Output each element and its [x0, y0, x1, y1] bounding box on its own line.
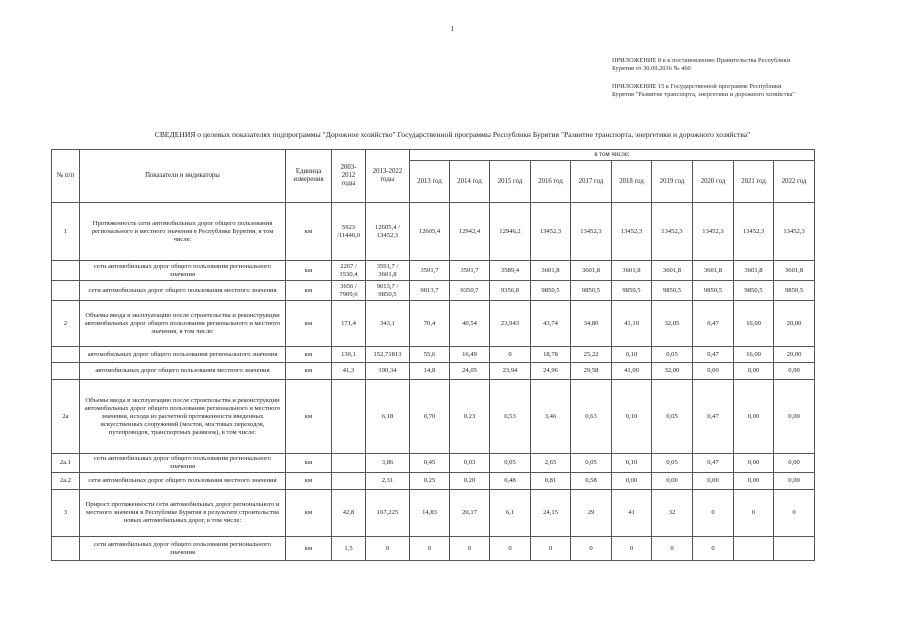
unit-cell: км: [286, 347, 332, 363]
year-value: 3601,8: [531, 261, 571, 281]
year-value: 3591,7: [450, 261, 490, 281]
year-value: 32,00: [652, 363, 693, 380]
header-year: 2020 год: [693, 161, 734, 203]
period-2013-2022-value: 343,1: [366, 301, 410, 347]
table-row: [52, 301, 815, 347]
year-value: 0,00: [693, 363, 734, 380]
table-row: [52, 473, 815, 490]
header-year: 2016 год: [531, 161, 571, 203]
year-value: 6,1: [490, 490, 531, 537]
year-value: 3,46: [531, 380, 571, 454]
unit-cell: км: [286, 261, 332, 281]
year-value: 13452,3: [652, 203, 693, 261]
year-value: 13452,3: [612, 203, 652, 261]
year-value: 0: [490, 347, 531, 363]
table-row: [52, 347, 815, 363]
unit-cell: км: [286, 380, 332, 454]
indicators-table: [51, 149, 815, 561]
indicator-name: сети автомобильных дорог общего пользования регионального значения: [80, 454, 286, 473]
year-value: 41,10: [612, 301, 652, 347]
period-2003-2012-value: [332, 454, 366, 473]
year-value: 0,10: [612, 347, 652, 363]
period-2013-2022-value: 3,86: [366, 454, 410, 473]
row-number: 2: [52, 301, 80, 347]
indicator-name: сети автомобильных дорог общего пользования местного значения: [80, 281, 286, 301]
document-title: СВЕДЕНИЯ о целевых показателях подпрограммы "Дорожное хозяйство" Государственной программы Республики Бурятия "Развитие транспорта, энергетики и дорожного хозяйства": [154, 130, 751, 139]
year-value: 23,943: [490, 301, 531, 347]
row-number: [52, 347, 80, 363]
year-value: 0,63: [571, 380, 612, 454]
period-2013-2022-value: 6,18: [366, 380, 410, 454]
year-value: 13452,3: [531, 203, 571, 261]
year-value: 0,00: [652, 473, 693, 490]
header-year: 2014 год: [450, 161, 490, 203]
year-value: 2,65: [531, 454, 571, 473]
year-value: 0: [652, 537, 693, 561]
year-value: 0,00: [612, 473, 652, 490]
year-value: 12946,2: [490, 203, 531, 261]
year-value: 13452,3: [571, 203, 612, 261]
year-value: 13452,3: [774, 203, 815, 261]
indicator-name: Объемы ввода в эксплуатацию после строительства и реконструкции автомобильных дорог общего пользования регионального и местного значения, в том числе:: [80, 301, 286, 347]
header-year: 2022 год: [774, 161, 815, 203]
year-value: 0: [693, 490, 734, 537]
year-value: 0,05: [490, 454, 531, 473]
year-value: 41: [612, 490, 652, 537]
year-value: 0: [490, 537, 531, 561]
year-value: 34,80: [571, 301, 612, 347]
unit-cell: км: [286, 473, 332, 490]
year-value: 0,00: [774, 363, 815, 380]
appendix-block-2: [612, 83, 892, 99]
year-value: 0: [450, 537, 490, 561]
year-value: 0,10: [612, 380, 652, 454]
period-2013-2022-value: 12605,4 / 13452,3: [366, 203, 410, 261]
year-value: 32,05: [652, 301, 693, 347]
year-value: 0,00: [734, 363, 774, 380]
year-value: 9850,5: [774, 281, 815, 301]
year-value: 24,96: [531, 363, 571, 380]
period-2003-2012-value: 130,1: [332, 347, 366, 363]
year-value: 0,70: [410, 380, 450, 454]
year-value: [774, 537, 815, 561]
year-value: 55,6: [410, 347, 450, 363]
year-value: 0,00: [734, 380, 774, 454]
header-num: № п/п: [52, 150, 80, 203]
year-value: 0,81: [531, 473, 571, 490]
row-number: 1: [52, 203, 80, 261]
row-number: [52, 537, 80, 561]
year-value: 3601,8: [571, 261, 612, 281]
year-value: 12942,4: [450, 203, 490, 261]
indicator-name: автомобильных дорог общего пользования местного значения: [80, 363, 286, 380]
indicator-name: автомобильных дорог общего пользования регионального значения: [80, 347, 286, 363]
indicator-name: сети автомобильных дорог общего пользования местного значения: [80, 473, 286, 490]
year-value: 32: [652, 490, 693, 537]
table-row: [52, 454, 815, 473]
year-value: 3591,7: [410, 261, 450, 281]
year-value: 13452,3: [693, 203, 734, 261]
year-value: 41,00: [612, 363, 652, 380]
year-value: 0: [410, 537, 450, 561]
year-value: 70,4: [410, 301, 450, 347]
year-value: [734, 537, 774, 561]
year-value: 43,74: [531, 301, 571, 347]
year-value: 16,00: [734, 347, 774, 363]
table-row: [52, 261, 815, 281]
row-number: 2а.2: [52, 473, 80, 490]
row-number: 2а.1: [52, 454, 80, 473]
year-value: 0: [734, 490, 774, 537]
year-value: 20,00: [774, 347, 815, 363]
unit-cell: км: [286, 281, 332, 301]
year-value: 3601,8: [734, 261, 774, 281]
year-value: 23,94: [490, 363, 531, 380]
year-value: 0: [693, 537, 734, 561]
header-year: 2018 год: [612, 161, 652, 203]
indicator-name: Объемы ввода в эксплуатацию после строительства и реконструкции автомобильных дорог общего пользования регионального и местного значения, исходя из расчетной протяженности введенных искусственных сооружений (мостов, мостовых переходов, путепроводов, транспортных развязок), в том числе:: [80, 380, 286, 454]
year-value: 3601,8: [612, 261, 652, 281]
year-value: 25,22: [571, 347, 612, 363]
period-2003-2012-value: 2267 / 3530,4: [332, 261, 366, 281]
year-value: 0,03: [450, 454, 490, 473]
period-2013-2022-value: 152,71813: [366, 347, 410, 363]
year-value: 3601,8: [774, 261, 815, 281]
year-value: 9850,5: [734, 281, 774, 301]
header-incl: в том числе:: [410, 150, 815, 161]
period-2003-2012-value: [332, 473, 366, 490]
year-value: 12605,4: [410, 203, 450, 261]
year-value: 14,8: [410, 363, 450, 380]
header-year: 2019 год: [652, 161, 693, 203]
period-2003-2012-value: 41,3: [332, 363, 366, 380]
year-value: 0: [612, 537, 652, 561]
year-value: 40,54: [450, 301, 490, 347]
unit-cell: км: [286, 537, 332, 561]
period-2003-2012-value: 5923 /11440,0: [332, 203, 366, 261]
page-number: 1: [450, 25, 455, 33]
year-value: 14,83: [410, 490, 450, 537]
year-value: 29,58: [571, 363, 612, 380]
year-value: 0,00: [774, 454, 815, 473]
appendix-line-1: ПРИЛОЖЕНИЕ 8 к к постановлению Правительства Республики: [612, 57, 791, 64]
table-row: [52, 363, 815, 380]
period-2003-2012-value: 3656 / 7909,6: [332, 281, 366, 301]
year-value: 0,53: [490, 380, 531, 454]
year-value: 9850,5: [531, 281, 571, 301]
indicator-name: Прирост протяженности сети автомобильных дорог регионального и местного значения в Республике Бурятия в результате строительства новых автомобильных дорог, в том числе:: [80, 490, 286, 537]
year-value: 9013,7: [410, 281, 450, 301]
year-value: 3601,8: [652, 261, 693, 281]
period-2013-2022-value: 0: [366, 537, 410, 561]
header-period-2003-2012: 2003-2012 годы: [332, 150, 366, 203]
table-row: [52, 281, 815, 301]
year-value: 0,00: [774, 473, 815, 490]
year-value: 18,78: [531, 347, 571, 363]
table-row: [52, 380, 815, 454]
year-value: 0,25: [410, 473, 450, 490]
appendix-line-3: ПРИЛОЖЕНИЕ 15 к Государственной программе Республики: [612, 83, 782, 90]
header-year: 2015 год: [490, 161, 531, 203]
period-2013-2022-value: 9013,7 / 9850,5: [366, 281, 410, 301]
year-value: 24,15: [531, 490, 571, 537]
unit-cell: км: [286, 454, 332, 473]
year-value: 0,05: [652, 347, 693, 363]
year-value: 0,05: [571, 454, 612, 473]
year-value: 0,58: [571, 473, 612, 490]
period-2013-2022-value: 2,31: [366, 473, 410, 490]
table-row: [52, 490, 815, 537]
unit-cell: км: [286, 203, 332, 261]
year-value: 0,23: [450, 380, 490, 454]
row-number: [52, 261, 80, 281]
header-period-2013-2022: 2013-2022 годы: [366, 150, 410, 203]
table-row: [52, 537, 815, 561]
period-2003-2012-value: [332, 380, 366, 454]
year-value: 0,45: [410, 454, 450, 473]
period-2013-2022-value: 190,34: [366, 363, 410, 380]
period-2003-2012-value: 171,4: [332, 301, 366, 347]
year-value: 20,00: [774, 301, 815, 347]
indicator-name: сети автомобильных дорог общего пользования регионального значения: [80, 261, 286, 281]
year-value: 20,17: [450, 490, 490, 537]
period-2013-2022-value: 167,225: [366, 490, 410, 537]
appendix-line-2: Бурятия от 30.09.2016 № 460: [612, 65, 691, 72]
year-value: 0,00: [734, 454, 774, 473]
year-value: 0,47: [693, 347, 734, 363]
year-value: 9350,7: [450, 281, 490, 301]
year-value: 9356,8: [490, 281, 531, 301]
year-value: 9850,5: [612, 281, 652, 301]
year-value: 0,00: [774, 380, 815, 454]
appendix-block-1: [612, 57, 892, 73]
period-2013-2022-value: 3591,7 / 3601,8: [366, 261, 410, 281]
period-2003-2012-value: 42,8: [332, 490, 366, 537]
year-value: 9850,5: [571, 281, 612, 301]
year-value: 0,48: [490, 473, 531, 490]
year-value: 16,49: [450, 347, 490, 363]
year-value: 0,47: [693, 301, 734, 347]
year-value: 0,10: [612, 454, 652, 473]
row-number: [52, 363, 80, 380]
row-number: 2а: [52, 380, 80, 454]
year-value: 29: [571, 490, 612, 537]
table-row: [52, 203, 815, 261]
row-number: 3: [52, 490, 80, 537]
header-row-1: [52, 150, 815, 161]
year-value: 0: [531, 537, 571, 561]
header-year: 2017 год: [571, 161, 612, 203]
year-value: 13452,3: [734, 203, 774, 261]
year-value: 16,00: [734, 301, 774, 347]
year-value: 9850,5: [693, 281, 734, 301]
row-number: [52, 281, 80, 301]
year-value: 0: [774, 490, 815, 537]
year-value: 3589,4: [490, 261, 531, 281]
appendix-line-4: Бурятия "Развитие транспорта, энергетики и дорожного хозяйства": [612, 91, 795, 98]
year-value: 0,47: [693, 380, 734, 454]
year-value: 3601,8: [693, 261, 734, 281]
year-value: 0,20: [450, 473, 490, 490]
year-value: 24,05: [450, 363, 490, 380]
header-year: 2013 год: [410, 161, 450, 203]
indicator-name: сети автомобильных дорог общего пользования регионального значения: [80, 537, 286, 561]
period-2003-2012-value: 1,5: [332, 537, 366, 561]
year-value: 0,00: [734, 473, 774, 490]
year-value: 0,00: [693, 473, 734, 490]
year-value: 0,47: [693, 454, 734, 473]
year-value: 0: [571, 537, 612, 561]
header-year: 2021 год: [734, 161, 774, 203]
year-value: 0,05: [652, 454, 693, 473]
header-unit: Единица измерения: [286, 150, 332, 203]
indicator-name: Протяженность сети автомобильных дорог общего пользования регионального и местного значения в Республике Бурятия, в том числе:: [80, 203, 286, 261]
header-indicator: Показатели и индикаторы: [80, 150, 286, 203]
table-body: [52, 203, 815, 561]
year-value: 0,05: [652, 380, 693, 454]
unit-cell: км: [286, 363, 332, 380]
year-value: 9850,5: [652, 281, 693, 301]
unit-cell: км: [286, 301, 332, 347]
unit-cell: км: [286, 490, 332, 537]
